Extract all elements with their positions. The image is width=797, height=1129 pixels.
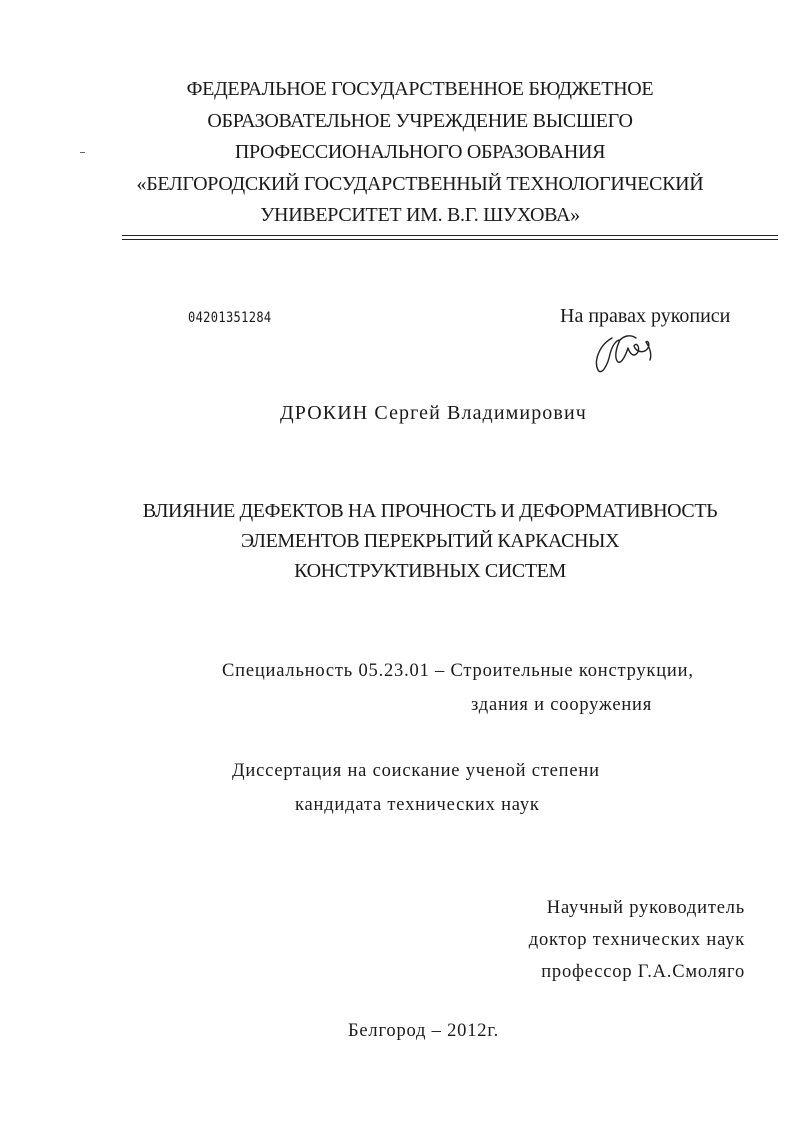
thesis-title-line: ЭЛЕМЕНТОВ ПЕРЕКРЫТИЙ КАРКАСНЫХ bbox=[240, 530, 620, 552]
institution-line: ПРОФЕССИОНАЛЬНОГО ОБРАЗОВАНИЯ bbox=[234, 141, 606, 163]
institution-line: ФЕДЕРАЛЬНОЕ ГОСУДАРСТВЕННОЕ БЮДЖЕТНОЕ bbox=[186, 78, 654, 100]
thesis-title-line: ВЛИЯНИЕ ДЕФЕКТОВ НА ПРОЧНОСТЬ И ДЕФОРМАТИВНОСТЬ bbox=[142, 500, 718, 522]
institution-line: УНИВЕРСИТЕТ ИМ. В.Г. ШУХОВА» bbox=[260, 204, 580, 226]
thesis-title-line: КОНСТРУКТИВНЫХ СИСТЕМ bbox=[294, 560, 566, 582]
scan-speck bbox=[80, 152, 85, 153]
scientific-advisor bbox=[529, 892, 745, 988]
institution-line: ОБРАЗОВАТЕЛЬНОЕ УЧРЕЖДЕНИЕ ВЫСШЕГО bbox=[207, 109, 633, 132]
degree-line-2: кандидата технических наук bbox=[295, 795, 540, 815]
header-divider-bottom bbox=[122, 239, 778, 240]
advisor-line: Научный руководитель bbox=[546, 898, 745, 918]
signature-icon bbox=[590, 318, 670, 378]
specialty-line-2: здания и сооружения bbox=[471, 695, 653, 715]
city-year: Белгород – 2012г. bbox=[348, 1021, 500, 1041]
author-name: ДРОКИН Сергей Владимирович bbox=[280, 402, 587, 424]
advisor-line: доктор технических наук bbox=[528, 930, 745, 950]
rights-note: На правах рукописи bbox=[560, 305, 731, 327]
advisor-line: профессор Г.А.Смоляго bbox=[541, 962, 745, 982]
header-divider-top bbox=[122, 235, 778, 236]
degree-line-1: Диссертация на соискание ученой степени bbox=[232, 761, 600, 781]
thesis-title bbox=[120, 496, 740, 586]
institution-header bbox=[120, 74, 720, 232]
specialty-line-1: Специальность 05.23.01 – Строительные конструкции, bbox=[222, 661, 694, 681]
registration-number: 04201351284 bbox=[188, 310, 272, 326]
institution-line: «БЕЛГОРОДСКИЙ ГОСУДАРСТВЕННЫЙ ТЕХНОЛОГИЧЕСКИЙ bbox=[136, 172, 704, 195]
